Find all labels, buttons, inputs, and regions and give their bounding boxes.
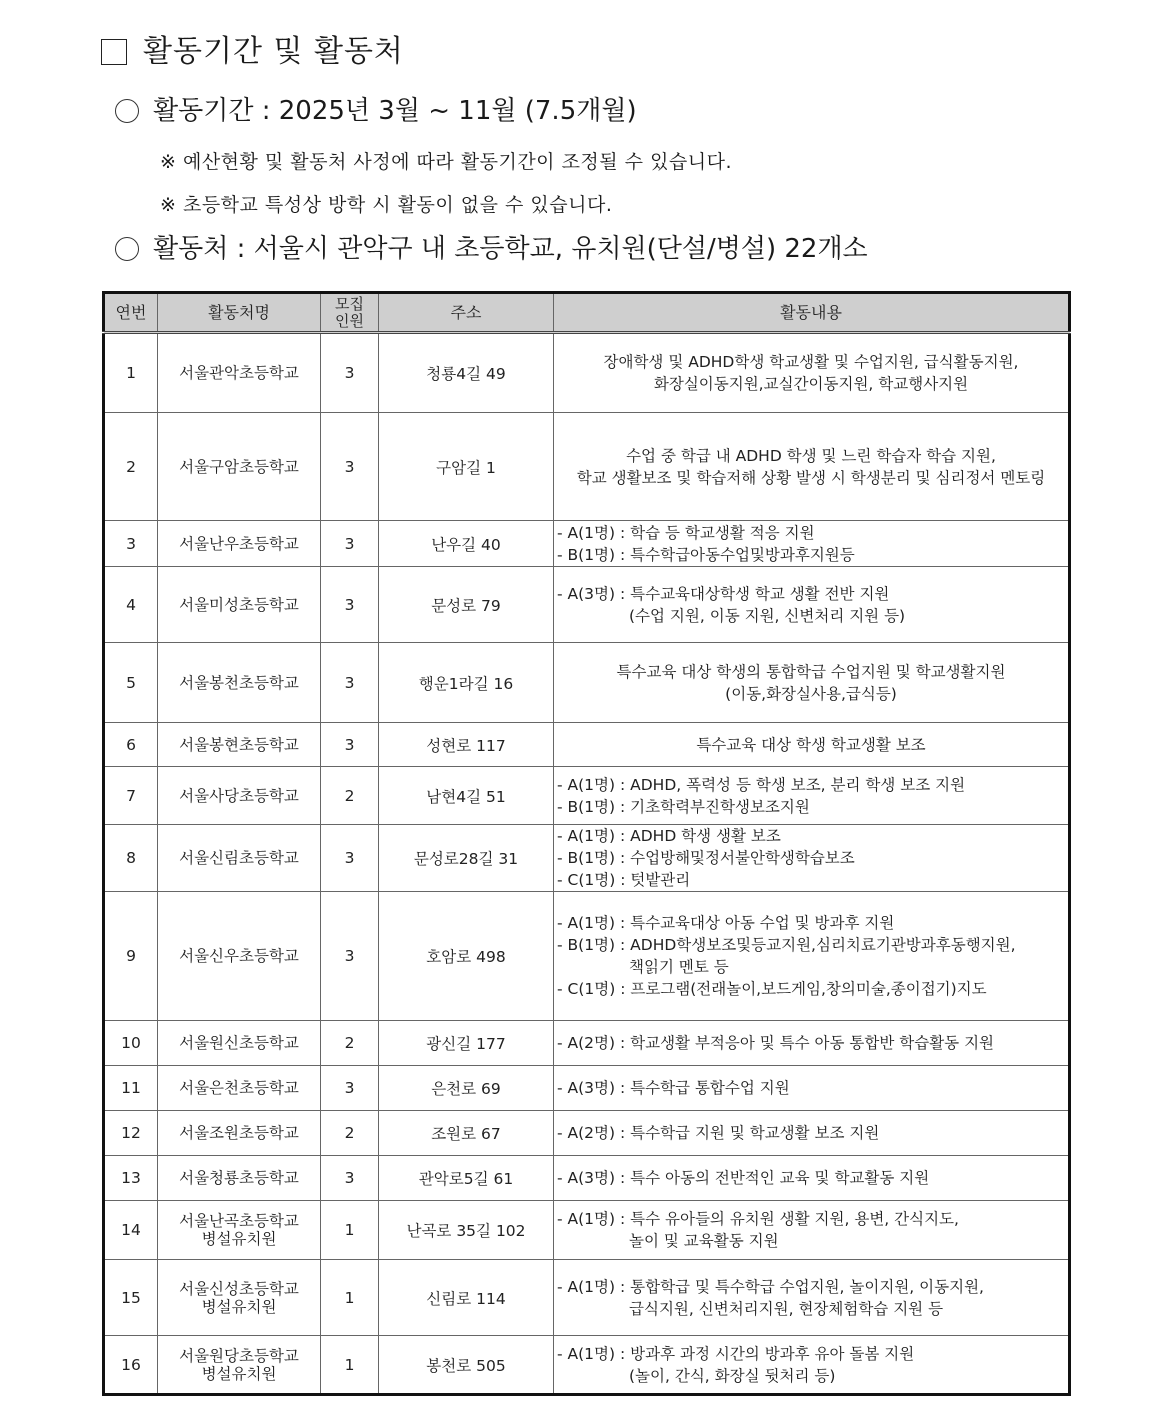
place-name: [158, 1260, 321, 1336]
activity-line: - A(1명) : ADHD 학생 생활 보조: [557, 827, 781, 845]
recruit-count: 1: [321, 1201, 379, 1260]
table-row: [104, 567, 1070, 643]
recruit-count: 3: [321, 825, 379, 892]
recruit-count: 3: [321, 892, 379, 1021]
row-number: 9: [104, 892, 158, 1021]
address: 은천로 69: [379, 1066, 554, 1111]
place-name-text: 서울신림초등학교: [179, 849, 299, 867]
table-header-row: [104, 293, 1070, 333]
recruit-count: 2: [321, 1021, 379, 1066]
activity-line: - C(1명) : 텃밭관리: [557, 871, 691, 889]
row-number: 4: [104, 567, 158, 643]
activity-line: 수업 중 학급 내 ADHD 학생 및 느린 학습자 학습 지원,: [626, 446, 996, 465]
recruit-count: 3: [321, 567, 379, 643]
activity-content: [554, 643, 1070, 723]
row-number: 5: [104, 643, 158, 723]
place-name: [158, 825, 321, 892]
address: 성현로 117: [379, 723, 554, 767]
activity-line: (놀이, 간식, 화장실 뒷처리 등): [629, 1366, 836, 1385]
row-number: 3: [104, 521, 158, 567]
circle-bullet-icon: [115, 99, 139, 123]
activity-line: - B(1명) : 기초학력부진학생보조지원: [557, 797, 810, 816]
recruit-count: 3: [321, 333, 379, 413]
activity-content: [554, 825, 1070, 892]
activity-content: [554, 1201, 1070, 1260]
place-name: [158, 413, 321, 521]
activity-line: 책읽기 멘토 등: [629, 958, 729, 976]
activity-line: (수업 지원, 이동 지원, 신변처리 지원 등): [629, 606, 906, 625]
row-number: 6: [104, 723, 158, 767]
activity-period-text: 활동기간 : 2025년 3월 ~ 11월 (7.5개월): [153, 96, 637, 126]
place-name: [158, 723, 321, 767]
row-number: 1: [104, 333, 158, 413]
table-row: [104, 1066, 1070, 1111]
activity-content: [554, 333, 1070, 413]
table-row: [104, 1156, 1070, 1201]
activity-content: [554, 1336, 1070, 1395]
place-name-text: 서울신우초등학교: [179, 947, 299, 965]
place-name-sub: 병설유치원: [201, 1297, 277, 1316]
header-name: 활동처명: [158, 293, 321, 333]
row-number: 16: [104, 1336, 158, 1395]
place-name-text: 서울청룡초등학교: [179, 1169, 299, 1187]
recruit-count: 3: [321, 723, 379, 767]
place-name: [158, 1111, 321, 1156]
activity-places: [115, 232, 868, 266]
activity-line: - A(3명) : 특수교육대상학생 학교 생활 전반 지원: [557, 584, 890, 603]
table-row: [104, 1021, 1070, 1066]
activity-line: - A(1명) : 특수 유아들의 유치원 생활 지원, 용변, 간식지도,: [557, 1210, 959, 1228]
header-activity: 활동내용: [554, 293, 1070, 333]
activity-line: (이동,화장실사용,급식등): [725, 684, 897, 703]
activity-line: 학교 생활보조 및 학습저해 상황 발생 시 학생분리 및 심리정서 멘토링: [576, 468, 1046, 487]
address: 봉천로 505: [379, 1336, 554, 1395]
place-name-text: 서울관악초등학교: [179, 364, 299, 382]
address: 난우길 40: [379, 521, 554, 567]
table-row: [104, 892, 1070, 1021]
place-name-text: 서울봉현초등학교: [179, 735, 299, 754]
activity-line: 화장실이동지원,교실간이동지원, 학교행사지원: [653, 375, 969, 393]
activity-line: 특수교육 대상 학생 학교생활 보조: [696, 735, 926, 754]
address: 행운1라길 16: [379, 643, 554, 723]
place-name: [158, 1201, 321, 1260]
activity-period: [115, 94, 637, 128]
note-vacation: ※ 초등학교 특성상 방학 시 활동이 없을 수 있습니다.: [160, 194, 613, 216]
table-row: [104, 1260, 1070, 1336]
address: 호암로 498: [379, 892, 554, 1021]
recruit-count: 3: [321, 1066, 379, 1111]
activity-content: [554, 892, 1070, 1021]
recruit-count: 3: [321, 1156, 379, 1201]
table-row: [104, 1201, 1070, 1260]
recruit-count: 3: [321, 521, 379, 567]
header-count: 모집 인원: [321, 293, 379, 333]
address: 조원로 67: [379, 1111, 554, 1156]
recruit-count: 1: [321, 1260, 379, 1336]
circle-bullet-icon: [115, 237, 139, 261]
place-name: [158, 1156, 321, 1201]
activity-line: 장애학생 및 ADHD학생 학교생활 및 수업지원, 급식활동지원,: [603, 353, 1019, 371]
recruit-count: 2: [321, 1111, 379, 1156]
place-name-text: 서울구암초등학교: [179, 457, 299, 476]
address: 구암길 1: [379, 413, 554, 521]
activity-line: - C(1명) : 프로그램(전래놀이,보드게임,창의미술,종이접기)지도: [557, 980, 987, 998]
activity-content: [554, 1066, 1070, 1111]
place-name-text: 서울원신초등학교: [179, 1034, 299, 1052]
place-name: [158, 892, 321, 1021]
activity-content: [554, 1156, 1070, 1201]
activity-line: - A(1명) : 특수교육대상 아동 수업 및 방과후 지원: [557, 914, 895, 932]
activity-content: [554, 723, 1070, 767]
row-number: 7: [104, 767, 158, 825]
activity-line: - A(2명) : 학교생활 부적응아 및 특수 아동 통합반 학습활동 지원: [557, 1034, 995, 1052]
place-name: [158, 1336, 321, 1395]
activity-content: [554, 1260, 1070, 1336]
activity-line: - A(1명) : 통합학급 및 특수학급 수업지원, 놀이지원, 이동지원,: [557, 1277, 984, 1296]
address: 청룡4길 49: [379, 333, 554, 413]
recruit-count: 3: [321, 643, 379, 723]
table-row: [104, 333, 1070, 413]
place-name-text: 서울신성초등학교: [179, 1279, 299, 1298]
place-name-text: 서울난곡초등학교: [179, 1212, 299, 1230]
activity-line: - A(1명) : 방과후 과정 시간의 방과후 유아 돌봄 지원: [557, 1344, 915, 1363]
table-row: [104, 723, 1070, 767]
place-name: [158, 643, 321, 723]
activity-content: [554, 413, 1070, 521]
activity-line: - A(3명) : 특수 아동의 전반적인 교육 및 학교활동 지원: [557, 1169, 930, 1187]
place-name: [158, 767, 321, 825]
activity-line: - B(1명) : ADHD학생보조및등교지원,심리치료기관방과후동행지원,: [557, 936, 1016, 954]
place-name-text: 서울사당초등학교: [179, 786, 299, 805]
row-number: 8: [104, 825, 158, 892]
row-number: 15: [104, 1260, 158, 1336]
place-name-sub: 병설유치원: [201, 1364, 277, 1383]
header-address: 주소: [379, 293, 554, 333]
place-name-text: 서울난우초등학교: [179, 534, 299, 553]
activity-line: 특수교육 대상 학생의 통합학급 수업지원 및 학교생활지원: [616, 662, 1006, 681]
recruit-count: 3: [321, 413, 379, 521]
activity-content: [554, 767, 1070, 825]
place-name-text: 서울은천초등학교: [179, 1079, 299, 1097]
place-name-text: 서울미성초등학교: [179, 595, 299, 614]
activity-line: - A(3명) : 특수학급 통합수업 지원: [557, 1079, 790, 1097]
address: 신림로 114: [379, 1260, 554, 1336]
recruit-count: 1: [321, 1336, 379, 1395]
table-row: [104, 521, 1070, 567]
place-name: [158, 521, 321, 567]
table-row: [104, 643, 1070, 723]
section-title-text: 활동기간 및 활동처: [143, 34, 404, 69]
address: 문성로28길 31: [379, 825, 554, 892]
table-row: [104, 1336, 1070, 1395]
activity-line: - A(1명) : ADHD, 폭력성 등 학생 보조, 분리 학생 보조 지원: [557, 775, 966, 794]
activity-content: [554, 521, 1070, 567]
address: 난곡로 35길 102: [379, 1201, 554, 1260]
address: 광신길 177: [379, 1021, 554, 1066]
activity-line: 급식지원, 신변처리지원, 현장체험학습 지원 등: [629, 1299, 944, 1318]
activity-line: 놀이 및 교육활동 지원: [629, 1232, 779, 1250]
header-no: 연번: [104, 293, 158, 333]
activity-line: - A(1명) : 학습 등 학교생활 적응 지원: [557, 523, 815, 542]
place-name-text: 서울조원초등학교: [179, 1124, 299, 1142]
activity-places-text: 활동처 : 서울시 관악구 내 초등학교, 유치원(단설/병설) 22개소: [153, 234, 868, 264]
row-number: 2: [104, 413, 158, 521]
activity-content: [554, 1111, 1070, 1156]
place-name: [158, 1021, 321, 1066]
table-row: [104, 413, 1070, 521]
row-number: 10: [104, 1021, 158, 1066]
recruit-count: 2: [321, 767, 379, 825]
address: 문성로 79: [379, 567, 554, 643]
place-name: [158, 567, 321, 643]
activity-content: [554, 1021, 1070, 1066]
place-name-text: 서울원당초등학교: [179, 1346, 299, 1365]
activity-line: - B(1명) : 수업방해및정서불안학생학습보조: [557, 849, 855, 867]
table-row: [104, 767, 1070, 825]
place-name: [158, 1066, 321, 1111]
place-name-sub: 병설유치원: [201, 1230, 277, 1248]
section-title: [101, 32, 404, 72]
row-number: 12: [104, 1111, 158, 1156]
activity-places-table: [102, 291, 1071, 1396]
activity-line: - A(2명) : 특수학급 지원 및 학교생활 보조 지원: [557, 1124, 880, 1142]
row-number: 14: [104, 1201, 158, 1260]
square-bullet-icon: [101, 39, 127, 65]
activity-line: - B(1명) : 특수학급아동수업및방과후지원등: [557, 545, 855, 564]
activity-content: [554, 567, 1070, 643]
note-budget: ※ 예산현황 및 활동처 사정에 따라 활동기간이 조정될 수 있습니다.: [160, 151, 733, 173]
address: 남현4길 51: [379, 767, 554, 825]
address: 관악로5길 61: [379, 1156, 554, 1201]
row-number: 13: [104, 1156, 158, 1201]
table-row: [104, 1111, 1070, 1156]
row-number: 11: [104, 1066, 158, 1111]
place-name: [158, 333, 321, 413]
table-row: [104, 825, 1070, 892]
place-name-text: 서울봉천초등학교: [179, 673, 299, 692]
